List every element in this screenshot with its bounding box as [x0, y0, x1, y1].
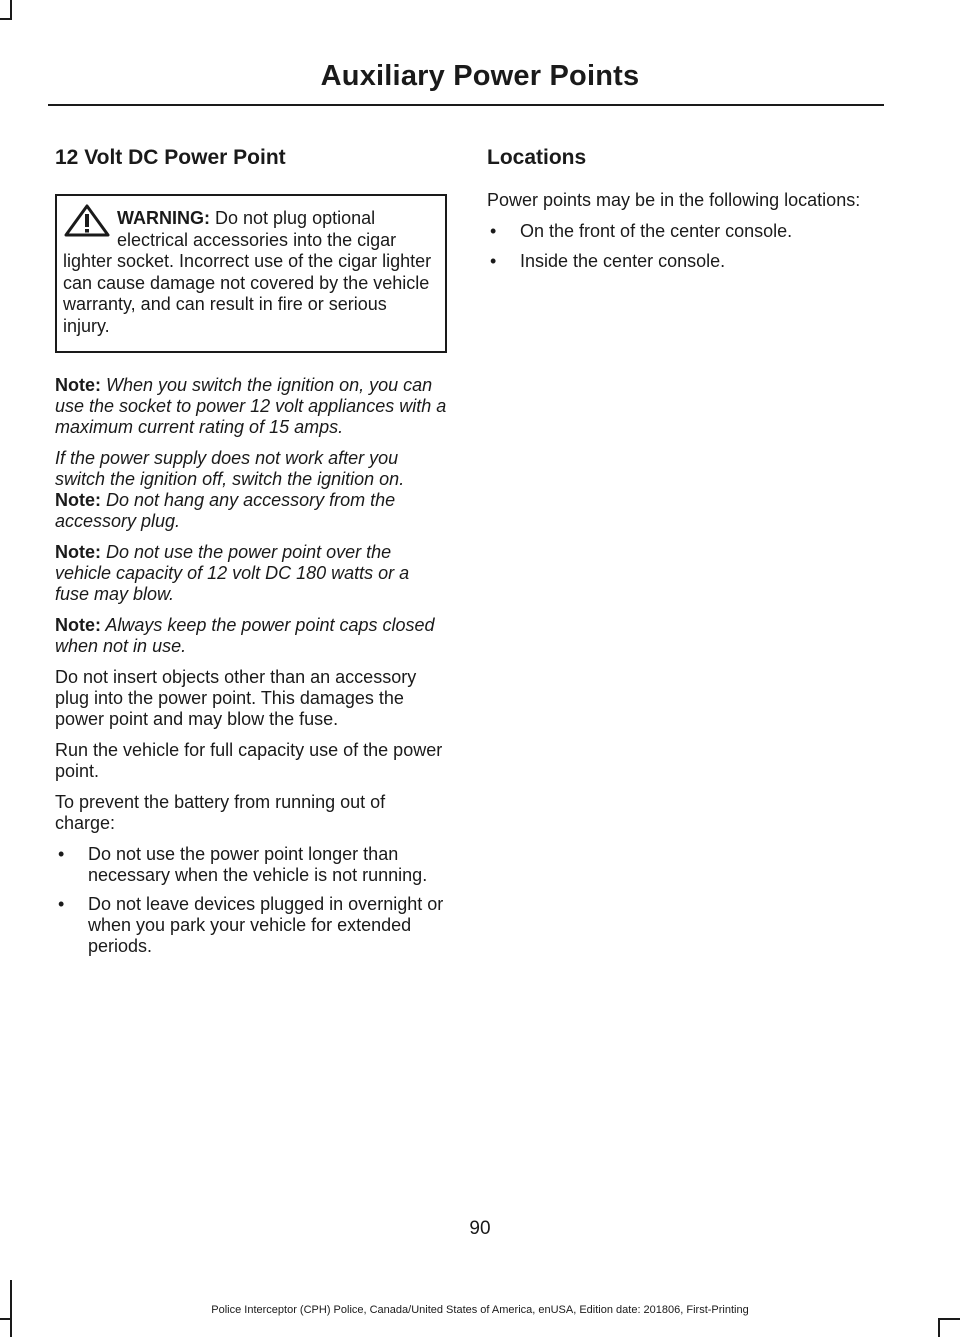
- locations-intro: Power points may be in the following locations:: [487, 190, 861, 210]
- list-item-text: Do not leave devices plugged in overnight or when you park your vehicle for extended periods.: [88, 894, 444, 956]
- bullet-glyph: •: [58, 844, 65, 864]
- list-item-text: Do not use the power point longer than necessary when the vehicle is not running.: [88, 844, 428, 885]
- left-column: [55, 144, 447, 965]
- note-hang-accessory: [55, 490, 447, 532]
- bullet-glyph: •: [490, 221, 497, 241]
- note-current-rating: [55, 375, 447, 438]
- insert-objects-paragraph: Do not insert objects other than an accessory plug into the power point. This damages the power point and may blow the fuse.: [55, 667, 417, 729]
- section-heading-locations: Locations: [487, 146, 587, 169]
- section-heading-power-point: 12 Volt DC Power Point: [55, 146, 286, 169]
- list-item: [487, 251, 887, 272]
- run-vehicle-paragraph: Run the vehicle for full capacity use of the power point.: [55, 740, 443, 781]
- list-item: [55, 894, 447, 957]
- list-item-text: On the front of the center console.: [520, 221, 793, 241]
- warning-triangle-icon: [63, 204, 111, 238]
- crop-mark: [10, 0, 12, 20]
- list-item: [55, 844, 447, 886]
- crop-mark: [0, 18, 12, 20]
- battery-tips-list: [55, 844, 447, 957]
- note-label: Note:: [55, 375, 101, 395]
- header-rule: [48, 104, 884, 106]
- page-number: 90: [469, 1218, 491, 1239]
- crop-mark: [938, 1318, 940, 1337]
- right-column: [487, 144, 887, 281]
- bullet-glyph: •: [58, 894, 65, 914]
- footer-text: Police Interceptor (CPH) Police, Canada/United States of America, enUSA, Edition date: 201806, First-Printing: [211, 1304, 749, 1316]
- list-item-text: Inside the center console.: [520, 251, 726, 271]
- warning-box: [55, 194, 447, 353]
- warning-text: Do not plug optional electrical accessories into the cigar lighter socket. Incorrect use of the cigar lighter can cause damage not covered by the vehicle warranty, and can result in fire or serious injury.: [63, 208, 432, 336]
- note-caps: [55, 615, 447, 657]
- note-label: Note:: [55, 542, 101, 562]
- locations-list: [487, 221, 887, 272]
- warning-label: WARNING:: [117, 208, 210, 228]
- prevent-battery-paragraph: To prevent the battery from running out of charge:: [55, 792, 386, 833]
- bullet-glyph: •: [490, 251, 497, 271]
- note-capacity: [55, 542, 447, 605]
- note-label: Note:: [55, 490, 101, 510]
- crop-mark: [0, 1318, 12, 1320]
- note-text: When you switch the ignition on, you can use the socket to power 12 volt appliances with a maximum current rating of 15 amps.: [55, 375, 447, 437]
- note-text: Do not use the power point over the vehicle capacity of 12 volt DC 180 watts or a fuse may blow.: [55, 542, 410, 604]
- note-label: Note:: [55, 615, 101, 635]
- ignition-paragraph: If the power supply does not work after you switch the ignition off, switch the ignition on.: [55, 448, 405, 489]
- crop-mark: [938, 1318, 960, 1320]
- note-text: Always keep the power point caps closed when not in use.: [55, 615, 435, 656]
- list-item: [487, 221, 887, 242]
- note-text: Do not hang any accessory from the accessory plug.: [55, 490, 396, 531]
- page-title: Auxiliary Power Points: [320, 60, 640, 92]
